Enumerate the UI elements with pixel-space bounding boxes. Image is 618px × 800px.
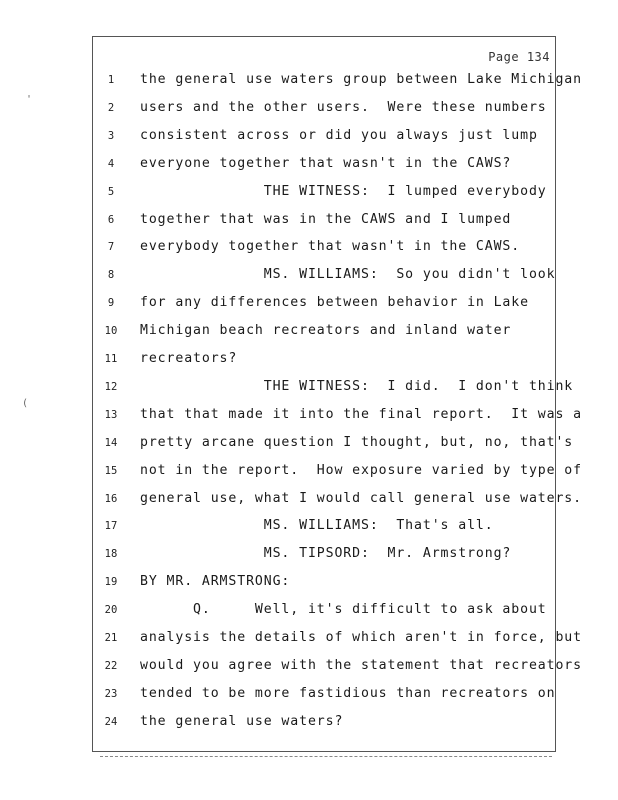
line-number: 17 bbox=[104, 520, 118, 533]
line-number: 13 bbox=[104, 408, 118, 421]
transcript-line bbox=[0, 70, 618, 90]
transcript-line bbox=[0, 154, 618, 174]
line-number: 14 bbox=[104, 436, 118, 449]
line-text: general use, what I would call general use waters. bbox=[140, 490, 582, 506]
line-text: consistent across or did you always just lump bbox=[140, 127, 538, 143]
transcript-line bbox=[0, 684, 618, 704]
line-number: 7 bbox=[107, 241, 115, 254]
page-number: Page 134 bbox=[488, 50, 550, 64]
transcript-line bbox=[0, 293, 618, 313]
line-number: 8 bbox=[107, 269, 115, 282]
margin-mark: ( bbox=[22, 398, 29, 409]
line-number: 19 bbox=[104, 576, 118, 589]
line-number: 1 bbox=[107, 74, 115, 86]
line-text: would you agree with the statement that recreators bbox=[140, 657, 582, 673]
line-number: 20 bbox=[104, 604, 118, 617]
line-number: 23 bbox=[104, 687, 118, 700]
line-number: 6 bbox=[107, 213, 115, 226]
transcript-line bbox=[0, 265, 618, 285]
transcript-line bbox=[0, 98, 618, 118]
transcript-line bbox=[0, 349, 618, 369]
line-number: 24 bbox=[104, 715, 118, 728]
transcript-line bbox=[0, 405, 618, 425]
transcript-line bbox=[0, 712, 618, 732]
line-text: BY MR. ARMSTRONG: bbox=[140, 574, 291, 590]
line-number: 5 bbox=[107, 185, 115, 198]
transcript-line bbox=[0, 461, 618, 481]
line-text: everyone together that wasn't in the CAWS? bbox=[140, 155, 512, 171]
line-text: Q. Well, it's difficult to ask about bbox=[140, 602, 547, 618]
line-number: 16 bbox=[104, 492, 118, 505]
transcript-line bbox=[0, 237, 618, 257]
line-text: together that was in the CAWS and I lumped bbox=[140, 211, 512, 227]
line-number: 3 bbox=[107, 129, 115, 142]
line-number: 18 bbox=[104, 548, 118, 561]
transcript-line bbox=[0, 600, 618, 620]
line-text: MS. WILLIAMS: So you didn't look bbox=[140, 267, 556, 283]
line-number: 12 bbox=[104, 380, 118, 393]
transcript-line bbox=[0, 572, 618, 592]
line-number: 2 bbox=[107, 101, 115, 114]
line-number: 10 bbox=[104, 325, 118, 338]
transcript-line bbox=[0, 628, 618, 648]
line-number: 4 bbox=[107, 157, 115, 170]
transcript-line bbox=[0, 182, 618, 202]
line-text: not in the report. How exposure varied by type of bbox=[140, 462, 582, 478]
line-text: users and the other users. Were these numbers bbox=[140, 99, 547, 115]
line-number: 9 bbox=[107, 297, 115, 310]
line-text: recreators? bbox=[140, 351, 238, 366]
transcript-line bbox=[0, 656, 618, 676]
line-text: analysis the details of which aren't in force, but bbox=[140, 630, 582, 645]
line-text: THE WITNESS: I did. I don't think bbox=[140, 378, 574, 394]
transcript-line bbox=[0, 126, 618, 146]
transcript-line bbox=[0, 210, 618, 230]
footer-rule bbox=[100, 756, 552, 757]
line-number: 22 bbox=[104, 659, 118, 672]
transcript-line bbox=[0, 377, 618, 397]
transcript-line bbox=[0, 321, 618, 341]
transcript-line bbox=[0, 433, 618, 453]
line-text: the general use waters group between Lake Michigan bbox=[140, 72, 582, 87]
line-text: that that made it into the final report. It was a bbox=[140, 406, 582, 422]
line-text: pretty arcane question I thought, but, no, that's bbox=[140, 434, 574, 450]
line-text: Michigan beach recreators and inland water bbox=[140, 323, 512, 339]
line-text: MS. WILLIAMS: That's all. bbox=[140, 518, 494, 534]
line-text: the general use waters? bbox=[140, 713, 344, 729]
line-text: everybody together that wasn't in the CAWS. bbox=[140, 239, 521, 255]
line-number: 15 bbox=[104, 464, 118, 477]
transcript-line bbox=[0, 489, 618, 509]
line-text: THE WITNESS: I lumped everybody bbox=[140, 183, 547, 199]
transcript-line bbox=[0, 544, 618, 564]
line-text: MS. TIPSORD: Mr. Armstrong? bbox=[140, 546, 512, 562]
transcript-line bbox=[0, 516, 618, 536]
line-number: 21 bbox=[104, 632, 118, 644]
line-text: tended to be more fastidious than recreators on bbox=[140, 685, 556, 701]
margin-mark: ' bbox=[26, 94, 33, 105]
line-number: 11 bbox=[104, 353, 118, 365]
line-text: for any differences between behavior in Lake bbox=[140, 295, 529, 311]
